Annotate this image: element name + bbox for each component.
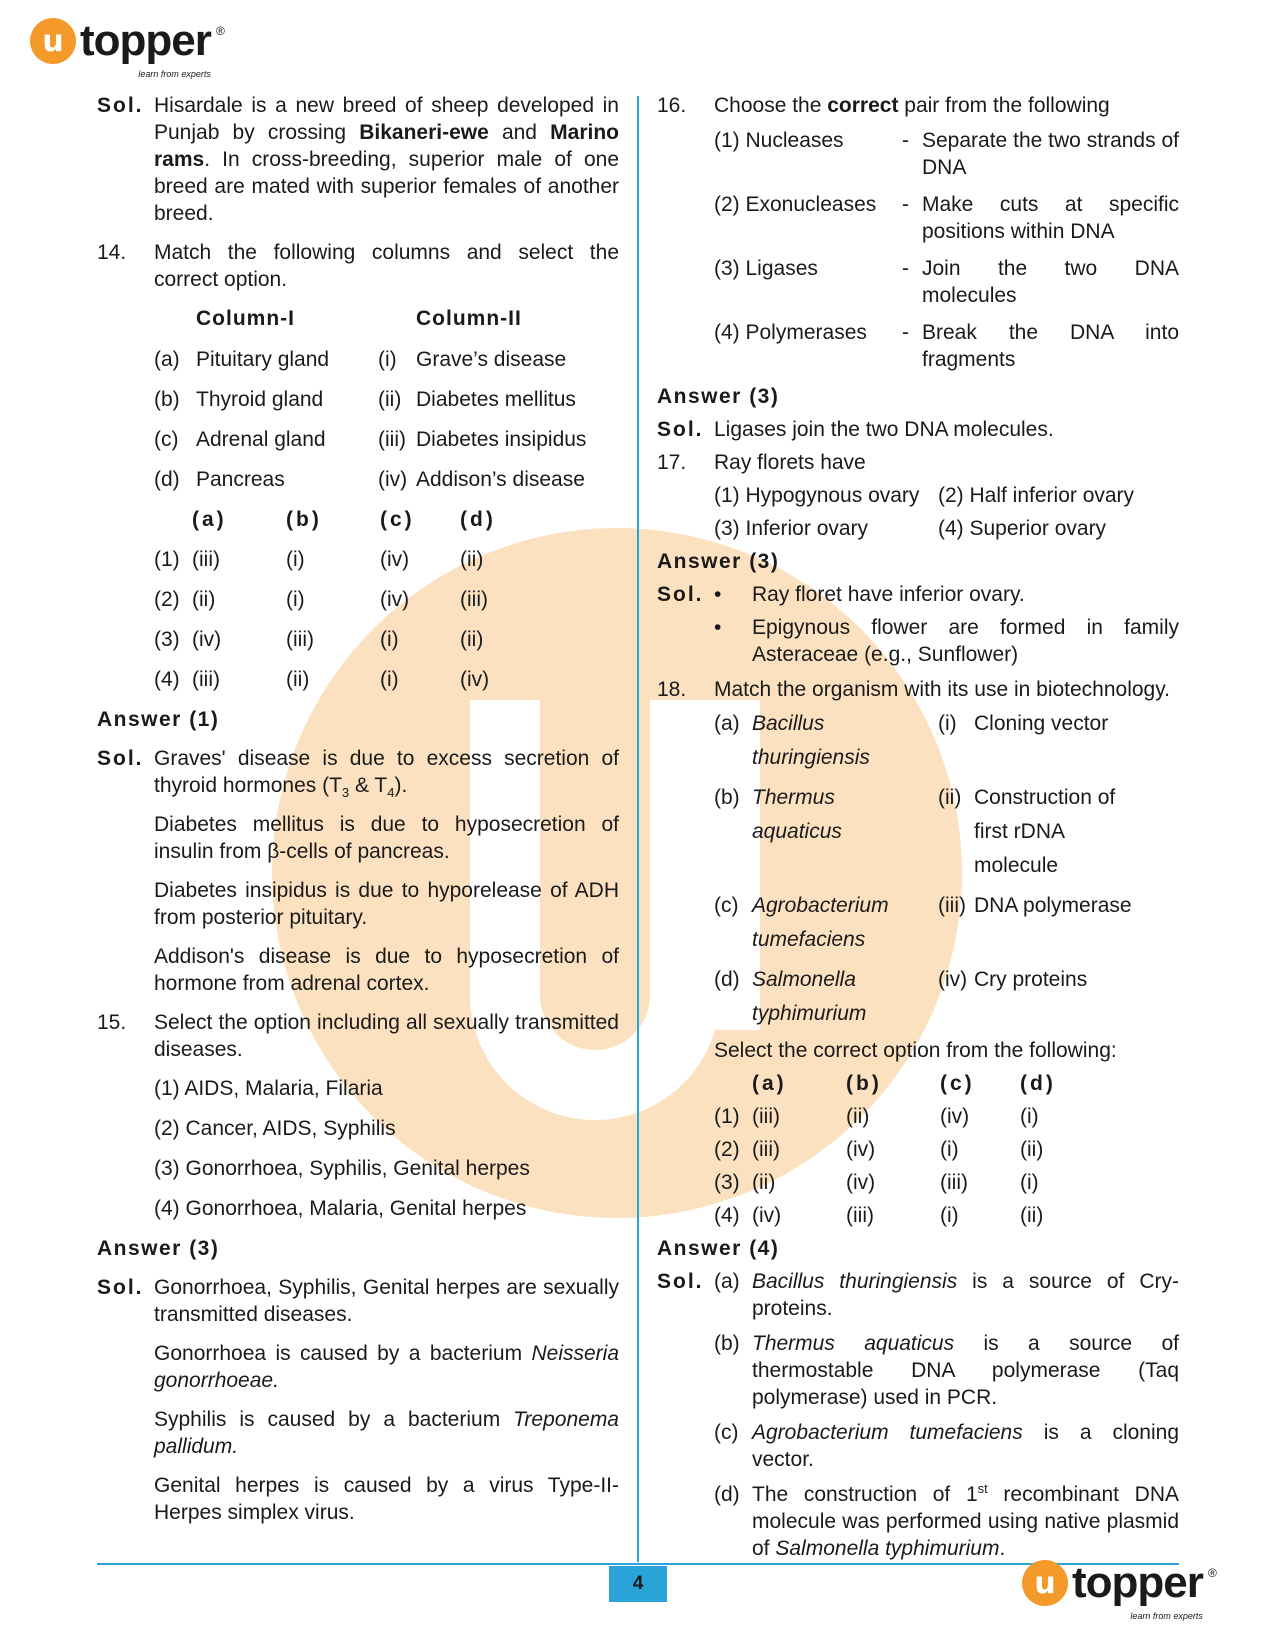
use-text: Cloning vector — [974, 712, 1109, 735]
text-part: is a source of Cry-proteins. — [752, 1270, 1179, 1320]
solution-text — [154, 92, 619, 227]
q15-option: (4) Gonorrhoea, Malaria, Genital herpes — [154, 1197, 527, 1220]
q17-answer: Answer (3) — [657, 550, 780, 573]
q14-solution — [97, 745, 619, 799]
option-col-a: (a) — [192, 508, 227, 531]
q16-pair — [657, 319, 1179, 373]
logo-registered-mark: ® — [1208, 1566, 1217, 1580]
q17-option: (4) Superior ovary — [938, 517, 1107, 540]
subscript: 3 — [341, 785, 350, 801]
option-cell: (iii) — [752, 1138, 780, 1161]
q17-options-row — [657, 482, 1179, 509]
organism-species: thuringiensis — [752, 746, 870, 769]
q14-solution-para: Diabetes insipidus is due to hyporelease of ADH from posterior pituitary. — [154, 879, 619, 929]
use-line: molecule — [974, 854, 1059, 877]
q16-answer: Answer (3) — [657, 385, 780, 408]
species-name: Agrobacterium tumefaciens — [752, 1421, 1023, 1444]
option-cell: (iii) — [286, 628, 314, 651]
bullet-icon: • — [714, 583, 722, 606]
species-name: Thermus aquaticus — [752, 1332, 955, 1355]
option-row — [154, 546, 619, 573]
q15-question — [97, 1009, 619, 1063]
pair-dash: - — [902, 193, 909, 216]
option-cell: (iii) — [192, 668, 220, 691]
q15-option: (3) Gonorrhoea, Syphilis, Genital herpes — [154, 1157, 530, 1180]
use-key: (i) — [938, 712, 957, 735]
logo-badge-icon: u — [1022, 1560, 1068, 1606]
option-number: (1) — [154, 548, 180, 571]
text-part: Graves' disease is due to excess secretion of thyroid hormones (T — [154, 747, 619, 797]
species-name: Treponema pallidum. — [154, 1408, 619, 1458]
organism-name — [752, 781, 938, 883]
row-key: (a) — [154, 348, 180, 371]
left-column — [97, 92, 619, 1538]
q17-question — [657, 449, 1179, 476]
pair-value: Separate the two strands of DNA — [922, 129, 1179, 179]
option-cell: (ii) — [752, 1171, 776, 1194]
use-text: DNA polymerase — [974, 894, 1132, 917]
bullet-text: Epigynous flower are formed in family Asteraceae (e.g., Sunflower) — [752, 616, 1179, 666]
pair-key: (1) Nucleases — [714, 129, 844, 152]
row-value: Diabetes mellitus — [416, 388, 576, 411]
match-row — [714, 707, 1179, 775]
sub-key: (b) — [714, 1332, 740, 1355]
row-key: (iv) — [378, 468, 408, 491]
row-value: Diabetes insipidus — [416, 428, 587, 451]
q18-match-table — [657, 707, 1179, 1031]
row-key: (i) — [378, 348, 397, 371]
option-col-d: (d) — [460, 508, 496, 531]
option-col-c: (c) — [940, 1072, 975, 1095]
row-value: Grave’s disease — [416, 348, 567, 371]
question-number: 17. — [657, 451, 687, 474]
q17-option: (2) Half inferior ovary — [938, 484, 1135, 507]
option-cell: (iii) — [752, 1105, 780, 1128]
q14-question — [97, 239, 619, 293]
pair-dash: - — [902, 321, 909, 344]
option-number: (1) — [714, 1105, 740, 1128]
solution-label: Sol. — [97, 94, 144, 117]
use-text: Cry proteins — [974, 968, 1088, 991]
organism-species: aquaticus — [752, 820, 842, 843]
q16-question — [657, 92, 1179, 119]
option-cell: (i) — [380, 628, 399, 651]
text-part: is a source of thermostable DNA polymerase (Taq polymerase) used in PCR. — [752, 1332, 1179, 1409]
pair-value: Break the DNA into fragments — [922, 321, 1179, 371]
row-key: (iii) — [378, 428, 406, 451]
logo-text: topper — [80, 16, 211, 65]
question-number: 15. — [97, 1011, 127, 1034]
footer-rule — [97, 1563, 1179, 1565]
row-value: Pancreas — [196, 468, 285, 491]
row-key: (c) — [714, 894, 739, 917]
sub-text — [752, 1268, 1179, 1322]
option-number: (2) — [714, 1138, 740, 1161]
column-1-header: Column-I — [196, 307, 295, 330]
q17-options-row — [657, 515, 1179, 542]
option-cell: (i) — [286, 588, 305, 611]
organism-genus: Bacillus — [752, 712, 825, 735]
row-value: Pituitary gland — [196, 348, 330, 371]
option-cell: (iv) — [460, 668, 490, 691]
option-number: (4) — [154, 668, 180, 691]
pair-value: Make cuts at specific positions within DNA — [922, 193, 1179, 243]
use-key: (iii) — [938, 894, 966, 917]
text-part: . In cross-breeding, superior male of one breed are mated with superior females of another breed. — [154, 148, 619, 225]
option-cell: (iii) — [460, 588, 488, 611]
topper-logo-footer — [1022, 1558, 1217, 1621]
bullet-text: Ray floret have inferior ovary. — [752, 583, 1025, 606]
option-cell: (iv) — [752, 1204, 782, 1227]
q14-options — [97, 506, 619, 693]
solution-label: Sol. — [97, 1276, 144, 1299]
pair-dash: - — [902, 257, 909, 280]
match-header — [154, 305, 619, 332]
option-cell: (ii) — [286, 668, 310, 691]
text-bold: Bikaneri-ewe — [359, 121, 489, 144]
q16-pair — [657, 255, 1179, 309]
species-name: Bacillus thuringiensis — [752, 1270, 958, 1293]
question-text — [714, 92, 1179, 119]
pair-value: Join the two DNA molecules — [922, 257, 1179, 307]
option-cell: (ii) — [846, 1105, 870, 1128]
text-bold: correct — [827, 94, 899, 117]
option-col-b: (b) — [846, 1072, 882, 1095]
use-line: Construction of — [974, 786, 1116, 809]
option-cell: (i) — [286, 548, 305, 571]
row-key: (b) — [714, 786, 740, 809]
row-key: (d) — [714, 968, 740, 991]
option-cell: (ii) — [1020, 1138, 1044, 1161]
option-col-d: (d) — [1020, 1072, 1056, 1095]
organism-genus: Agrobacterium — [752, 894, 889, 917]
text-part: ). — [394, 774, 408, 797]
q18-question — [657, 676, 1179, 703]
row-key: (ii) — [378, 388, 402, 411]
options-header — [714, 1070, 1179, 1097]
option-cell: (ii) — [460, 628, 484, 651]
option-cell: (i) — [380, 668, 399, 691]
text-part: Syphilis is caused by a bacterium — [154, 1408, 514, 1431]
q18-solution — [657, 1268, 1179, 1322]
q18-solution-sub — [657, 1330, 1179, 1411]
q15-option: (2) Cancer, AIDS, Syphilis — [154, 1117, 396, 1140]
option-number: (3) — [714, 1171, 740, 1194]
superscript: st — [977, 1481, 988, 1496]
logo-wordmark — [1072, 1558, 1217, 1621]
option-cell: (iii) — [940, 1171, 968, 1194]
row-key: (a) — [714, 712, 740, 735]
sub-key: (d) — [714, 1483, 740, 1506]
match-row — [714, 781, 1179, 883]
option-number: (2) — [154, 588, 180, 611]
option-cell: (iii) — [846, 1204, 874, 1227]
use-key: (ii) — [938, 786, 962, 809]
q18-select-instruction: Select the correct option from the following: — [714, 1039, 1117, 1062]
row-value: Adrenal gland — [196, 428, 326, 451]
solution-label: Sol. — [657, 418, 704, 441]
solution-label: Sol. — [97, 747, 144, 770]
organism-species: tumefaciens — [752, 928, 866, 951]
logo-text: topper — [1072, 1558, 1203, 1607]
right-column — [657, 92, 1179, 1570]
solution-text: Gonorrhoea, Syphilis, Genital herpes are sexually transmitted diseases. — [154, 1276, 619, 1326]
q14-solution-para: Addison's disease is due to hyposecretion of hormone from adrenal cortex. — [154, 945, 619, 995]
option-row — [154, 626, 619, 653]
q18-options — [657, 1070, 1179, 1229]
text-bold: Marino rams — [154, 121, 619, 171]
option-cell: (i) — [1020, 1105, 1039, 1128]
organism-species: typhimurium — [752, 1002, 867, 1025]
option-col-c: (c) — [380, 508, 415, 531]
organism-genus: Thermus — [752, 786, 835, 809]
subscript: 4 — [387, 785, 395, 801]
option-cell: (iv) — [380, 588, 410, 611]
row-value: Addison’s disease — [416, 468, 585, 491]
species-name: Salmonella typhimurium — [775, 1537, 1000, 1560]
q15-solution-para: Genital herpes is caused by a virus Type-II-Herpes simplex virus. — [154, 1474, 619, 1524]
sub-text — [752, 1330, 1179, 1411]
q17-solution — [657, 581, 1179, 608]
option-cell: (ii) — [1020, 1204, 1044, 1227]
solution-text: Ligases join the two DNA molecules. — [714, 418, 1054, 441]
text-part: Gonorrhoea is caused by a bacterium — [154, 1342, 532, 1365]
topper-logo — [30, 16, 225, 79]
q14-solution-para: Diabetes mellitus is due to hyposecretion of insulin from β-cells of pancreas. — [154, 813, 619, 863]
question-text: Select the option including all sexually transmitted diseases. — [154, 1011, 619, 1061]
question-number: 18. — [657, 678, 687, 701]
q18-solution-sub — [657, 1481, 1179, 1562]
logo-tagline: learn from experts — [1130, 1611, 1203, 1621]
option-cell: (ii) — [192, 588, 216, 611]
organism-name — [752, 963, 938, 1031]
option-row — [714, 1136, 1179, 1163]
options-header — [154, 506, 619, 533]
option-cell: (i) — [1020, 1171, 1039, 1194]
option-row — [714, 1103, 1179, 1130]
q16-pair — [657, 127, 1179, 181]
q14-match-table — [97, 305, 619, 493]
text-part: & T — [349, 774, 388, 797]
q16-pair — [657, 191, 1179, 245]
q16-solution — [657, 416, 1179, 443]
question-number: 16. — [657, 94, 687, 117]
q17-option: (1) Hypogynous ovary — [714, 484, 920, 507]
q17-option: (3) Inferior ovary — [714, 517, 869, 540]
option-cell: (iv) — [846, 1138, 876, 1161]
match-row — [714, 889, 1179, 957]
match-row — [154, 386, 619, 413]
column-2-header: Column-II — [416, 307, 522, 330]
q18-answer: Answer (4) — [657, 1237, 780, 1260]
species-name: Neisseria gonorrhoeae. — [154, 1342, 619, 1392]
text-part: Choose the — [714, 94, 828, 117]
option-cell: (i) — [940, 1138, 959, 1161]
sub-key: (a) — [714, 1270, 740, 1293]
q15-answer: Answer (3) — [97, 1237, 220, 1260]
option-cell: (ii) — [460, 548, 484, 571]
match-row — [154, 466, 619, 493]
option-number: (3) — [154, 628, 180, 651]
text-part: The construction of 1 — [752, 1483, 978, 1506]
option-cell: (iv) — [846, 1171, 876, 1194]
option-row — [154, 666, 619, 693]
question-text: Match the following columns and select the correct option. — [154, 241, 619, 291]
q15-solution — [97, 1274, 619, 1328]
question-number: 14. — [97, 241, 127, 264]
sub-key: (c) — [714, 1421, 739, 1444]
pair-key: (2) Exonucleases — [714, 193, 877, 216]
solution-label: Sol. — [657, 1270, 704, 1293]
row-key: (d) — [154, 468, 180, 491]
q15-solution-para — [97, 1406, 619, 1460]
bullet-icon: • — [714, 616, 722, 639]
match-row — [714, 963, 1179, 1031]
option-number: (4) — [714, 1204, 740, 1227]
q14-answer: Answer (1) — [97, 708, 220, 731]
match-row — [154, 346, 619, 373]
organism-genus: Salmonella — [752, 968, 856, 991]
text-part: recombinant DNA molecule was performed using native plasmid of — [752, 1483, 1179, 1560]
use-text — [974, 781, 1179, 883]
option-cell: (iv) — [380, 548, 410, 571]
solution-label: Sol. — [657, 583, 704, 606]
row-value: Thyroid gland — [196, 388, 324, 411]
pair-key: (4) Polymerases — [714, 321, 867, 344]
option-row — [714, 1202, 1179, 1229]
logo-registered-mark: ® — [216, 24, 225, 38]
use-key: (iv) — [938, 968, 968, 991]
row-key: (b) — [154, 388, 180, 411]
logo-wordmark — [80, 16, 225, 79]
logo-tagline: learn from experts — [138, 69, 211, 79]
option-row — [154, 586, 619, 613]
option-col-b: (b) — [286, 508, 322, 531]
solution-text — [154, 745, 619, 799]
option-cell: (iv) — [192, 628, 222, 651]
use-line: first rDNA — [974, 820, 1065, 843]
q13-solution — [97, 92, 619, 227]
text-part: . — [999, 1537, 1006, 1560]
option-cell: (iv) — [940, 1105, 970, 1128]
question-text: Ray florets have — [714, 451, 866, 474]
option-cell: (iii) — [192, 548, 220, 571]
logo-badge-icon: u — [30, 18, 76, 64]
q18-solution-sub — [657, 1419, 1179, 1473]
organism-name — [752, 889, 938, 957]
option-cell: (i) — [940, 1204, 959, 1227]
sub-text — [752, 1481, 1179, 1562]
text-part: Hisardale is a new breed of sheep developed in Punjab by crossing — [154, 94, 619, 144]
q17-bullet — [657, 614, 1179, 668]
pair-key: (3) Ligases — [714, 257, 818, 280]
text-part: pair from the following — [898, 94, 1110, 117]
q15-option: (1) AIDS, Malaria, Filaria — [154, 1077, 383, 1100]
q15-solution-para — [97, 1340, 619, 1394]
question-text: Match the organism with its use in biotechnology. — [714, 678, 1171, 701]
page-number: 4 — [609, 1566, 667, 1602]
match-row — [154, 426, 619, 453]
row-key: (c) — [154, 428, 179, 451]
text-part: and — [488, 121, 551, 144]
option-col-a: (a) — [752, 1072, 787, 1095]
column-divider — [637, 96, 639, 1562]
organism-name — [752, 707, 938, 775]
sub-text — [752, 1419, 1179, 1473]
option-row — [714, 1169, 1179, 1196]
pair-dash: - — [902, 129, 909, 152]
text-part: is a cloning vector. — [752, 1421, 1179, 1471]
